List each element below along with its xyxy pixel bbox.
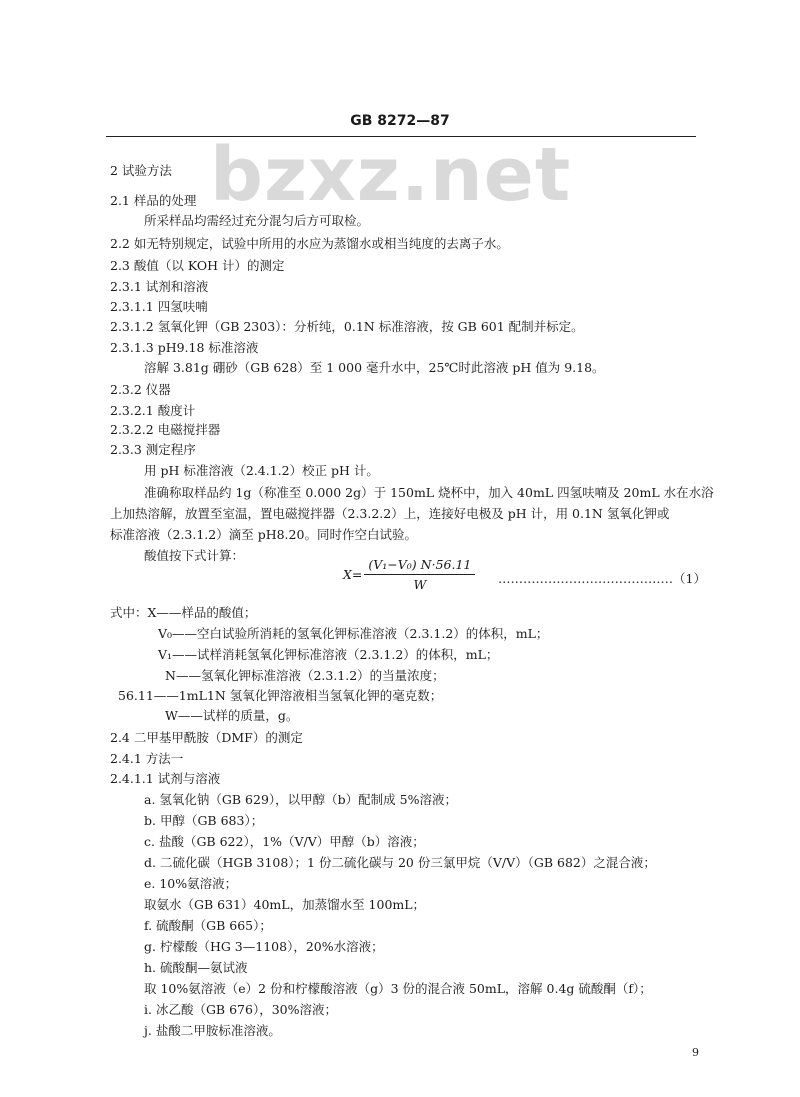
text-line-l02: 2.1 样品的处理: [110, 193, 197, 208]
text-line-l09: 2.3.1.3 pH9.18 标准溶液: [110, 340, 259, 355]
formula-numerator: (V₁−V₀) N·56.11: [364, 557, 475, 575]
watermark: bzxz.net: [210, 132, 572, 218]
text-line-l27: 2.4.1 方法一: [110, 751, 184, 766]
text-line-l35: f. 硫酸酮（GB 665）；: [144, 918, 272, 933]
text-line-l25: W——试样的质量，g。: [165, 708, 299, 723]
formula-lhs: X=: [343, 567, 363, 582]
text-line-l36: g. 柠檬酸（HG 3—1108），20%水溶液；: [144, 939, 384, 954]
text-line-l07: 2.3.1.1 四氢呋喃: [110, 299, 208, 314]
text-line-l01: 2 试验方法: [110, 163, 172, 178]
text-line-l31: c. 盐酸（GB 622），1%（V/V）甲醇（b）溶液；: [144, 834, 425, 849]
text-line-l04: 2.2 如无特别规定，试验中所用的水应为蒸馏水或相当纯度的去离子水。: [110, 236, 509, 251]
text-line-l19: 酸值按下式计算：: [144, 548, 245, 563]
text-line-l24: 56.11——1mL1N 氢氧化钾溶液相当氢氧化钾的毫克数；: [118, 688, 443, 703]
text-line-l29: a. 氢氧化钠（GB 629），以甲醇（b）配制成 5%溶液；: [144, 792, 457, 807]
text-line-l40: j. 盐酸二甲胺标准溶液。: [144, 1023, 281, 1038]
text-line-l21: V₀——空白试验所消耗的氢氧化钾标准溶液（2.3.1.2）的体积，mL；: [158, 626, 549, 641]
text-line-l39: i. 冰乙酸（GB 676），30%溶液；: [144, 1002, 337, 1017]
text-line-l08: 2.3.1.2 氢氧化钾（GB 2303）：分析纯，0.1N 标准溶液，按 GB 601 配制并标定。: [110, 319, 584, 334]
text-line-l06: 2.3.1 试剂和溶液: [110, 279, 209, 294]
text-line-l15: 用 pH 标准溶液（2.4.1.2）校正 pH 计。: [144, 463, 379, 478]
text-line-l05: 2.3 酸值（以 KOH 计）的测定: [110, 258, 285, 273]
text-line-l38: 取 10%氨溶液（e）2 份和柠檬酸溶液（g）3 份的混合液 50mL，溶解 0.4g 硫酸酮（f）；: [144, 981, 652, 996]
standard-number-header: GB 8272—87: [350, 113, 450, 129]
text-line-l33: e. 10%氨溶液；: [144, 876, 238, 891]
text-line-l11: 2.3.2 仪器: [110, 382, 171, 397]
text-line-l14: 2.3.3 测定程序: [110, 442, 196, 457]
text-line-l16: 准确称取样品约 1g（称准至 0.000 2g）于 150mL 烧杯中，加入 40mL 四氢呋喃及 20mL 水在水浴: [144, 485, 714, 500]
formula-fraction: [364, 557, 475, 592]
text-line-l20: 式中：X——样品的酸值；: [110, 605, 257, 620]
text-line-l32: d. 二硫化碳（HGB 3108）；1 份二硫化碳与 20 份三氯甲烷（V/V）（GB 682）之混合液；: [144, 855, 656, 870]
text-line-l34: 取氨水（GB 631）40mL，加蒸馏水至 100mL；: [144, 897, 426, 912]
text-line-l22: V₁——试样消耗氢氧化钾标准溶液（2.3.1.2）的体积，mL；: [158, 647, 499, 662]
text-line-l18: 标准溶液（2.3.1.2）滴至 pH8.20。同时作空白试验。: [110, 527, 417, 542]
equation-number: ……………………………………（1）: [498, 571, 706, 586]
text-line-l17: 上加热溶解，放置至室温，置电磁搅拌器（2.3.2.2）上，连接好电极及 pH 计，用 0.1N 氢氧化钾或: [110, 506, 670, 521]
text-line-l26: 2.4 二甲基甲酰胺（DMF）的测定: [110, 730, 303, 745]
acid-value-formula: [343, 557, 475, 592]
text-line-l03: 所采样品均需经过充分混匀后方可取检。: [144, 213, 370, 228]
text-line-l30: b. 甲醇（GB 683）；: [144, 813, 264, 828]
text-line-l37: h. 硫酸酮—氨试液: [144, 960, 248, 975]
text-line-l12: 2.3.2.1 酸度计: [110, 403, 196, 418]
page-number: 9: [692, 1046, 699, 1059]
text-line-l13: 2.3.2.2 电磁搅拌器: [110, 422, 221, 437]
text-line-l28: 2.4.1.1 试剂与溶液: [110, 771, 221, 786]
formula-denominator: W: [413, 577, 427, 592]
text-line-l23: N——氢氧化钾标准溶液（2.3.1.2）的当量浓度；: [165, 668, 445, 683]
text-line-l10: 溶解 3.81g 硼砂（GB 628）至 1 000 毫升水中，25℃时此溶液 pH 值为 9.18。: [144, 360, 605, 375]
